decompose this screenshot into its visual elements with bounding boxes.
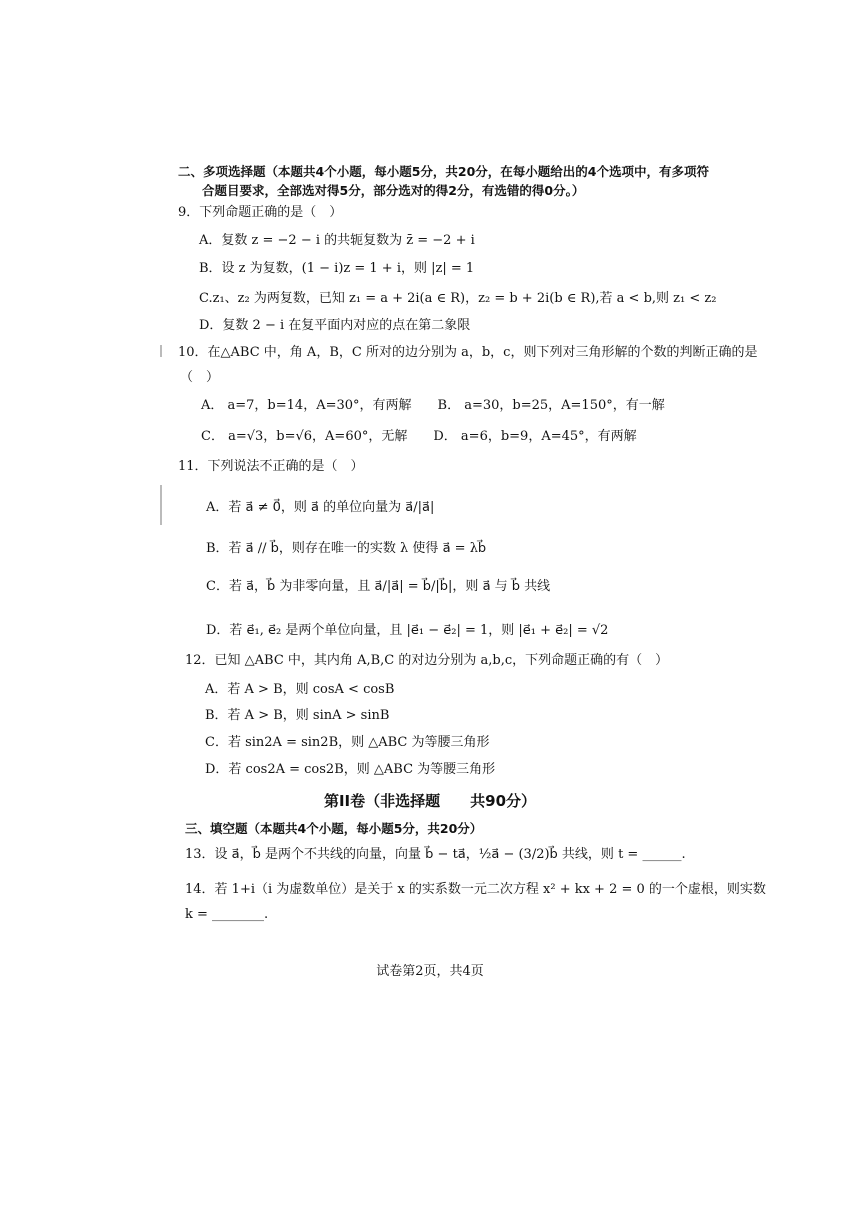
q10-paren: （ ）	[180, 370, 220, 385]
q11-option-c: C．若 a⃗，b⃗ 为非零向量，且 a⃗/|a⃗| = b⃗/|b⃗|，则 a⃗ 与 b⃗ 共线	[206, 579, 551, 594]
q9-option-d: D．复数 2 − i 在复平面内对应的点在第二象限	[199, 318, 471, 333]
q9-option-b: B．设 z 为复数，(1 − i)z = 1 + i，则 |z| = 1	[199, 261, 475, 276]
section2-heading-line1: 二、多项选择题（本题共4个小题，每小题5分，共20分，在每小题给出的4个选项中，有多项符	[178, 164, 709, 179]
q11-option-b: B．若 a⃗ // b⃗，则存在唯一的实数 λ 使得 a⃗ = λb⃗	[206, 541, 487, 556]
q12-option-c: C．若 sin2A = sin2B，则 △ABC 为等腰三角形	[205, 735, 490, 750]
q10-options-cd: C． a=√3，b=√6，A=60°，无解 D． a=6，b=9，A=45°，有两解	[201, 429, 637, 444]
page-footer: 试卷第2页，共4页	[376, 964, 484, 979]
q10-stem: 10．在△ABC 中，角 A，B，C 所对的边分别为 a，b，c，则下列对三角形解的个数的判断正确的是	[178, 345, 758, 360]
part2-heading: 第II卷（非选择题 共90分）	[323, 792, 537, 810]
q12-option-b: B．若 A > B，则 sinA > sinB	[205, 708, 390, 723]
q9-stem: 9．下列命题正确的是（ ）	[178, 205, 343, 220]
q12-stem: 12．已知 △ABC 中，其内角 A,B,C 的对边分别为 a,b,c，下列命题正确的有（ ）	[185, 653, 669, 668]
scan-mark	[160, 485, 162, 525]
q14-line2: k = ________.	[185, 907, 269, 922]
section2-heading-line2: 合题目要求，全部选对得5分，部分选对的得2分，有选错的得0分。）	[202, 183, 585, 198]
q13: 13．设 a⃗，b⃗ 是两个不共线的向量，向量 b⃗ − ta⃗，½a⃗ − (3/2)b⃗ 共线，则 t = ______.	[185, 847, 686, 862]
q12-option-a: A．若 A > B，则 cosA < cosB	[205, 682, 395, 697]
q14-line1: 14．若 1+i（i 为虚数单位）是关于 x 的实系数一元二次方程 x² + kx + 2 = 0 的一个虚根，则实数	[185, 882, 766, 897]
q11-stem: 11．下列说法不正确的是（ ）	[178, 459, 364, 474]
q10-options-ab: A． a=7，b=14，A=30°，有两解 B． a=30，b=25，A=150°，有一解	[201, 398, 665, 413]
q11-option-a: A．若 a⃗ ≠ 0⃗，则 a⃗ 的单位向量为 a⃗/|a⃗|	[206, 500, 435, 515]
q11-option-d: D．若 e⃗₁, e⃗₂ 是两个单位向量，且 |e⃗₁ − e⃗₂| = 1，则 |e⃗₁ + e⃗₂| = √2	[206, 623, 609, 638]
q9-option-c: C.z₁、z₂ 为两复数，已知 z₁ = a + 2i(a ∈ R)，z₂ = b + 2i(b ∈ R),若 a < b,则 z₁ < z₂	[199, 291, 717, 306]
section3-heading: 三、填空题（本题共4个小题，每小题5分，共20分）	[185, 821, 483, 836]
scan-mark	[160, 345, 162, 357]
q9-option-a: A．复数 z = −2 − i 的共轭复数为 z̄ = −2 + i	[199, 233, 475, 248]
q12-option-d: D．若 cos2A = cos2B，则 △ABC 为等腰三角形	[205, 762, 496, 777]
